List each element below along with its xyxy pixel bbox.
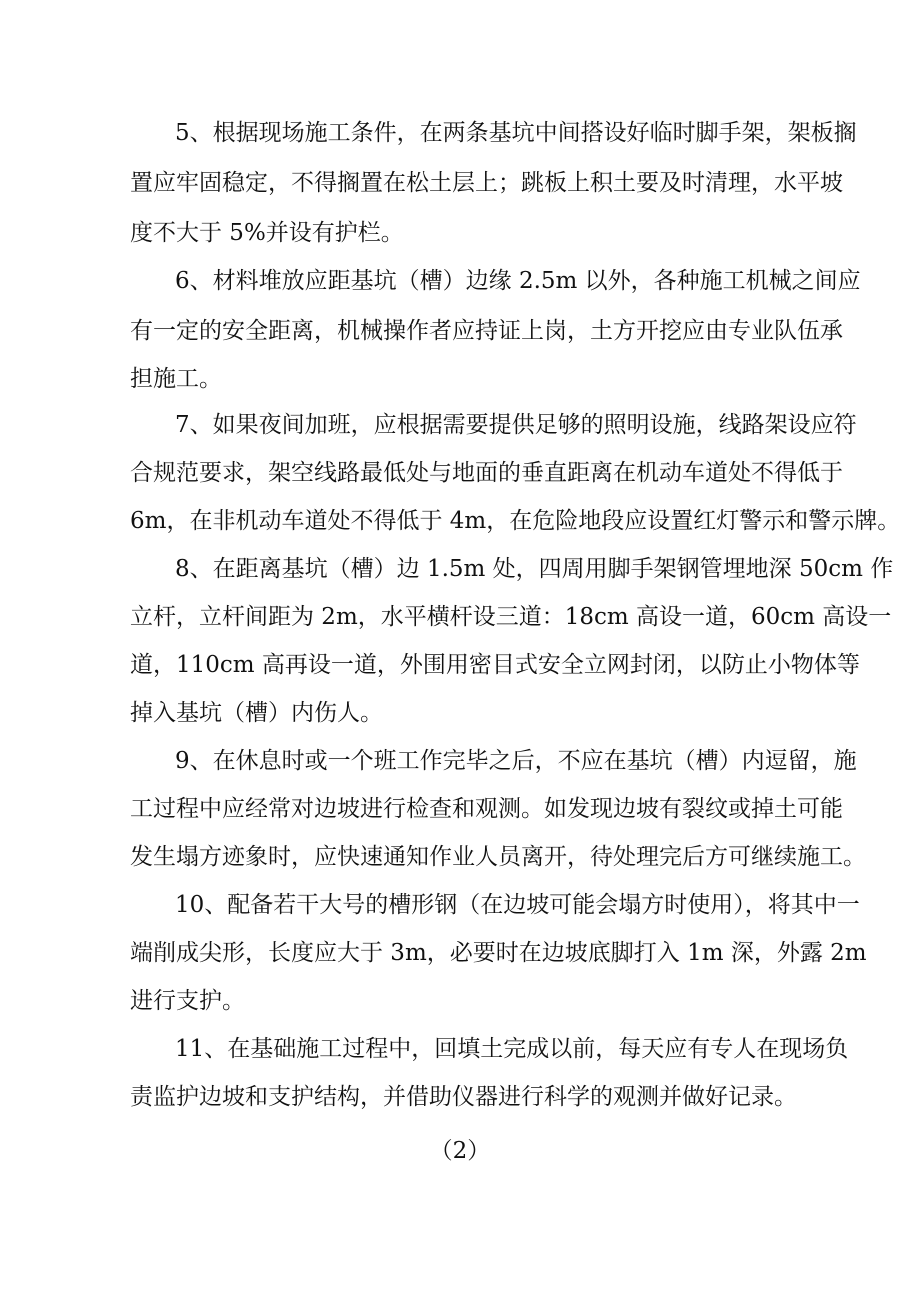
paragraph-5-line-3: 度不大于 5%并设有护栏。 <box>130 220 404 246</box>
paragraph-5-line-2: 置应牢固稳定，不得搁置在松土层上；跳板上积土要及时清理，水平坡 <box>130 170 843 196</box>
page-number: （2） <box>429 1138 491 1164</box>
paragraph-7-line-3: 6m，在非机动车道处不得低于 4m，在危险地段应设置红灯警示和警示牌。 <box>130 508 901 534</box>
paragraph-11-line-1: 11、在基础施工过程中，回填土完成以前，每天应有专人在现场负 <box>175 1036 849 1062</box>
paragraph-8-line-3: 道，110cm 高再设一道，外围用密目式安全立网封闭，以防止小物体等 <box>130 652 860 678</box>
paragraph-5-line-1: 5、根据现场施工条件，在两条基坑中间搭设好临时脚手架，架板搁 <box>175 120 857 146</box>
paragraph-7-line-2: 合规范要求，架空线路最低处与地面的垂直距离在机动车道处不得低于 <box>130 460 843 486</box>
paragraph-6-line-1: 6、材料堆放应距基坑（槽）边缘 2.5m 以外，各种施工机械之间应 <box>175 268 861 294</box>
paragraph-9-line-2: 工过程中应经常对边坡进行检查和观测。如发现边坡有裂纹或掉土可能 <box>130 796 843 822</box>
paragraph-8-line-1: 8、在距离基坑（槽）边 1.5m 处，四周用脚手架钢管埋地深 50cm 作 <box>175 556 894 582</box>
paragraph-10-line-1: 10、配备若干大号的槽形钢（在边坡可能会塌方时使用），将其中一 <box>175 892 860 918</box>
paragraph-9-line-1: 9、在休息时或一个班工作完毕之后，不应在基坑（槽）内逗留，施 <box>175 748 857 774</box>
paragraph-9-line-3: 发生塌方迹象时，应快速通知作业人员离开，待处理完后方可继续施工。 <box>130 844 866 870</box>
paragraph-10-line-2: 端削成尖形，长度应大于 3m，必要时在边坡底脚打入 1m 深，外露 2m <box>130 940 867 966</box>
paragraph-11-line-2: 责监护边坡和支护结构，并借助仪器进行科学的观测并做好记录。 <box>130 1084 797 1110</box>
paragraph-8-line-4: 掉入基坑（槽）内伤人。 <box>130 700 383 726</box>
paragraph-8-line-2: 立杆，立杆间距为 2m，水平横杆设三道：18cm 高设一道，60cm 高设一 <box>130 604 892 630</box>
paragraph-10-line-3: 进行支护。 <box>130 988 245 1014</box>
paragraph-6-line-2: 有一定的安全距离，机械操作者应持证上岗，土方开挖应由专业队伍承 <box>130 318 843 344</box>
paragraph-7-line-1: 7、如果夜间加班，应根据需要提供足够的照明设施，线路架设应符 <box>175 412 857 438</box>
paragraph-6-line-3: 担施工。 <box>130 366 222 392</box>
